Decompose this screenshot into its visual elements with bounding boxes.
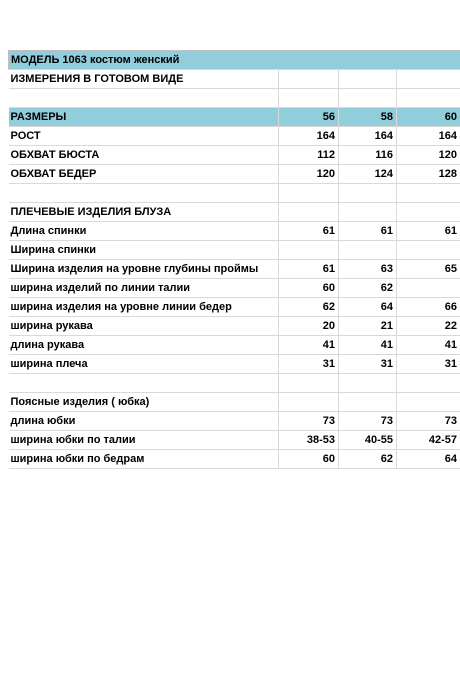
measurement-value[interactable] bbox=[339, 241, 397, 260]
empty-cell[interactable] bbox=[279, 184, 339, 203]
measurement-value[interactable]: 124 bbox=[339, 165, 397, 184]
blank-row bbox=[9, 184, 460, 203]
measurement-value[interactable]: 61 bbox=[339, 222, 397, 241]
table-row bbox=[9, 450, 460, 469]
table-row bbox=[9, 222, 460, 241]
measurement-label[interactable]: Ширина спинки bbox=[9, 241, 279, 260]
measurement-value[interactable]: 64 bbox=[397, 450, 460, 469]
measurement-label[interactable]: ширина изделий по линии талии bbox=[9, 279, 279, 298]
empty-cell[interactable] bbox=[397, 184, 460, 203]
empty-cell[interactable] bbox=[339, 70, 397, 89]
empty-cell[interactable] bbox=[279, 374, 339, 393]
measurement-value[interactable]: 41 bbox=[279, 336, 339, 355]
empty-cell[interactable] bbox=[397, 374, 460, 393]
empty-cell[interactable] bbox=[9, 89, 279, 108]
sheet-bottom-edge bbox=[8, 478, 460, 479]
table-row bbox=[9, 279, 460, 298]
table-row bbox=[9, 412, 460, 431]
measurement-label[interactable]: длина рукава bbox=[9, 336, 279, 355]
measurement-value[interactable]: 120 bbox=[279, 165, 339, 184]
size-chart-body bbox=[9, 51, 460, 469]
measurement-value[interactable]: 62 bbox=[279, 298, 339, 317]
measurement-value[interactable]: 66 bbox=[397, 298, 460, 317]
table-row bbox=[9, 127, 460, 146]
measurement-value[interactable]: 65 bbox=[397, 260, 460, 279]
empty-cell[interactable] bbox=[339, 393, 397, 412]
measurement-label[interactable]: ОБХВАТ БЮСТА bbox=[9, 146, 279, 165]
empty-cell[interactable] bbox=[279, 70, 339, 89]
size-header[interactable]: 60 bbox=[397, 108, 460, 127]
empty-cell[interactable] bbox=[397, 70, 460, 89]
measurement-label[interactable]: ширина рукава bbox=[9, 317, 279, 336]
measurement-value[interactable]: 61 bbox=[279, 222, 339, 241]
size-header[interactable]: 58 bbox=[339, 108, 397, 127]
measurement-value[interactable]: 31 bbox=[339, 355, 397, 374]
measurement-value[interactable]: 63 bbox=[339, 260, 397, 279]
skirt-section-heading[interactable]: Поясные изделия ( юбка) bbox=[9, 393, 279, 412]
measurement-value[interactable]: 40-55 bbox=[339, 431, 397, 450]
sheet-subtitle[interactable]: ИЗМЕРЕНИЯ В ГОТОВОМ ВИДЕ bbox=[9, 70, 279, 89]
table-row bbox=[9, 260, 460, 279]
measurement-value[interactable] bbox=[397, 279, 460, 298]
measurement-value[interactable]: 60 bbox=[279, 279, 339, 298]
table-row bbox=[9, 355, 460, 374]
measurement-value[interactable]: 20 bbox=[279, 317, 339, 336]
sizes-row bbox=[9, 108, 460, 127]
blank-row bbox=[9, 374, 460, 393]
empty-cell[interactable] bbox=[279, 393, 339, 412]
measurement-label[interactable]: ширина плеча bbox=[9, 355, 279, 374]
measurement-value[interactable]: 164 bbox=[397, 127, 460, 146]
measurement-value[interactable]: 116 bbox=[339, 146, 397, 165]
measurement-value[interactable]: 62 bbox=[339, 450, 397, 469]
measurement-value[interactable]: 21 bbox=[339, 317, 397, 336]
section-heading-row bbox=[9, 203, 460, 222]
empty-cell[interactable] bbox=[397, 393, 460, 412]
empty-cell[interactable] bbox=[9, 374, 279, 393]
table-row bbox=[9, 298, 460, 317]
measurement-label[interactable]: Ширина изделия на уровне глубины проймы bbox=[9, 260, 279, 279]
measurement-value[interactable]: 31 bbox=[397, 355, 460, 374]
title-row bbox=[9, 51, 460, 70]
empty-cell[interactable] bbox=[279, 89, 339, 108]
measurement-value[interactable]: 42-57 bbox=[397, 431, 460, 450]
measurement-value[interactable]: 38-53 bbox=[279, 431, 339, 450]
sheet-title[interactable]: МОДЕЛЬ 1063 костюм женский bbox=[9, 51, 460, 70]
empty-cell[interactable] bbox=[397, 89, 460, 108]
table-row bbox=[9, 431, 460, 450]
empty-cell[interactable] bbox=[9, 184, 279, 203]
table-row bbox=[9, 336, 460, 355]
measurement-value[interactable] bbox=[397, 241, 460, 260]
size-chart-table bbox=[8, 50, 460, 469]
empty-cell[interactable] bbox=[339, 89, 397, 108]
measurement-value[interactable]: 22 bbox=[397, 317, 460, 336]
table-row bbox=[9, 241, 460, 260]
measurement-value[interactable]: 60 bbox=[279, 450, 339, 469]
measurement-value[interactable]: 73 bbox=[339, 412, 397, 431]
measurement-label[interactable]: ширина юбки по бедрам bbox=[9, 450, 279, 469]
empty-cell[interactable] bbox=[339, 374, 397, 393]
blank-row bbox=[9, 89, 460, 108]
measurement-value[interactable]: 61 bbox=[279, 260, 339, 279]
empty-cell[interactable] bbox=[279, 203, 339, 222]
table-row bbox=[9, 165, 460, 184]
measurement-value[interactable]: 73 bbox=[397, 412, 460, 431]
empty-cell[interactable] bbox=[397, 203, 460, 222]
table-row bbox=[9, 317, 460, 336]
size-header[interactable]: 56 bbox=[279, 108, 339, 127]
measurement-label[interactable]: ОБХВАТ БЕДЕР bbox=[9, 165, 279, 184]
measurement-value[interactable]: 41 bbox=[397, 336, 460, 355]
measurement-value[interactable]: 64 bbox=[339, 298, 397, 317]
measurement-value[interactable]: 31 bbox=[279, 355, 339, 374]
measurement-value[interactable]: 73 bbox=[279, 412, 339, 431]
measurement-value[interactable]: 41 bbox=[339, 336, 397, 355]
section-heading-row bbox=[9, 393, 460, 412]
measurement-value[interactable]: 120 bbox=[397, 146, 460, 165]
measurement-label[interactable]: Длина спинки bbox=[9, 222, 279, 241]
measurement-value[interactable]: 112 bbox=[279, 146, 339, 165]
measurement-label[interactable]: ширина изделия на уровне линии бедер bbox=[9, 298, 279, 317]
measurement-label[interactable]: РОСТ bbox=[9, 127, 279, 146]
measurement-label[interactable]: длина юбки bbox=[9, 412, 279, 431]
measurement-value[interactable]: 164 bbox=[339, 127, 397, 146]
subtitle-row bbox=[9, 70, 460, 89]
measurement-value[interactable]: 164 bbox=[279, 127, 339, 146]
table-row bbox=[9, 146, 460, 165]
empty-cell[interactable] bbox=[339, 203, 397, 222]
measurement-label[interactable]: ширина юбки по талии bbox=[9, 431, 279, 450]
measurement-value[interactable]: 61 bbox=[397, 222, 460, 241]
blouse-section-heading[interactable]: ПЛЕЧЕВЫЕ ИЗДЕЛИЯ БЛУЗА bbox=[9, 203, 279, 222]
measurement-value[interactable] bbox=[279, 241, 339, 260]
measurement-value[interactable]: 62 bbox=[339, 279, 397, 298]
measurement-value[interactable]: 128 bbox=[397, 165, 460, 184]
empty-cell[interactable] bbox=[339, 184, 397, 203]
sizes-label[interactable]: РАЗМЕРЫ bbox=[9, 108, 279, 127]
